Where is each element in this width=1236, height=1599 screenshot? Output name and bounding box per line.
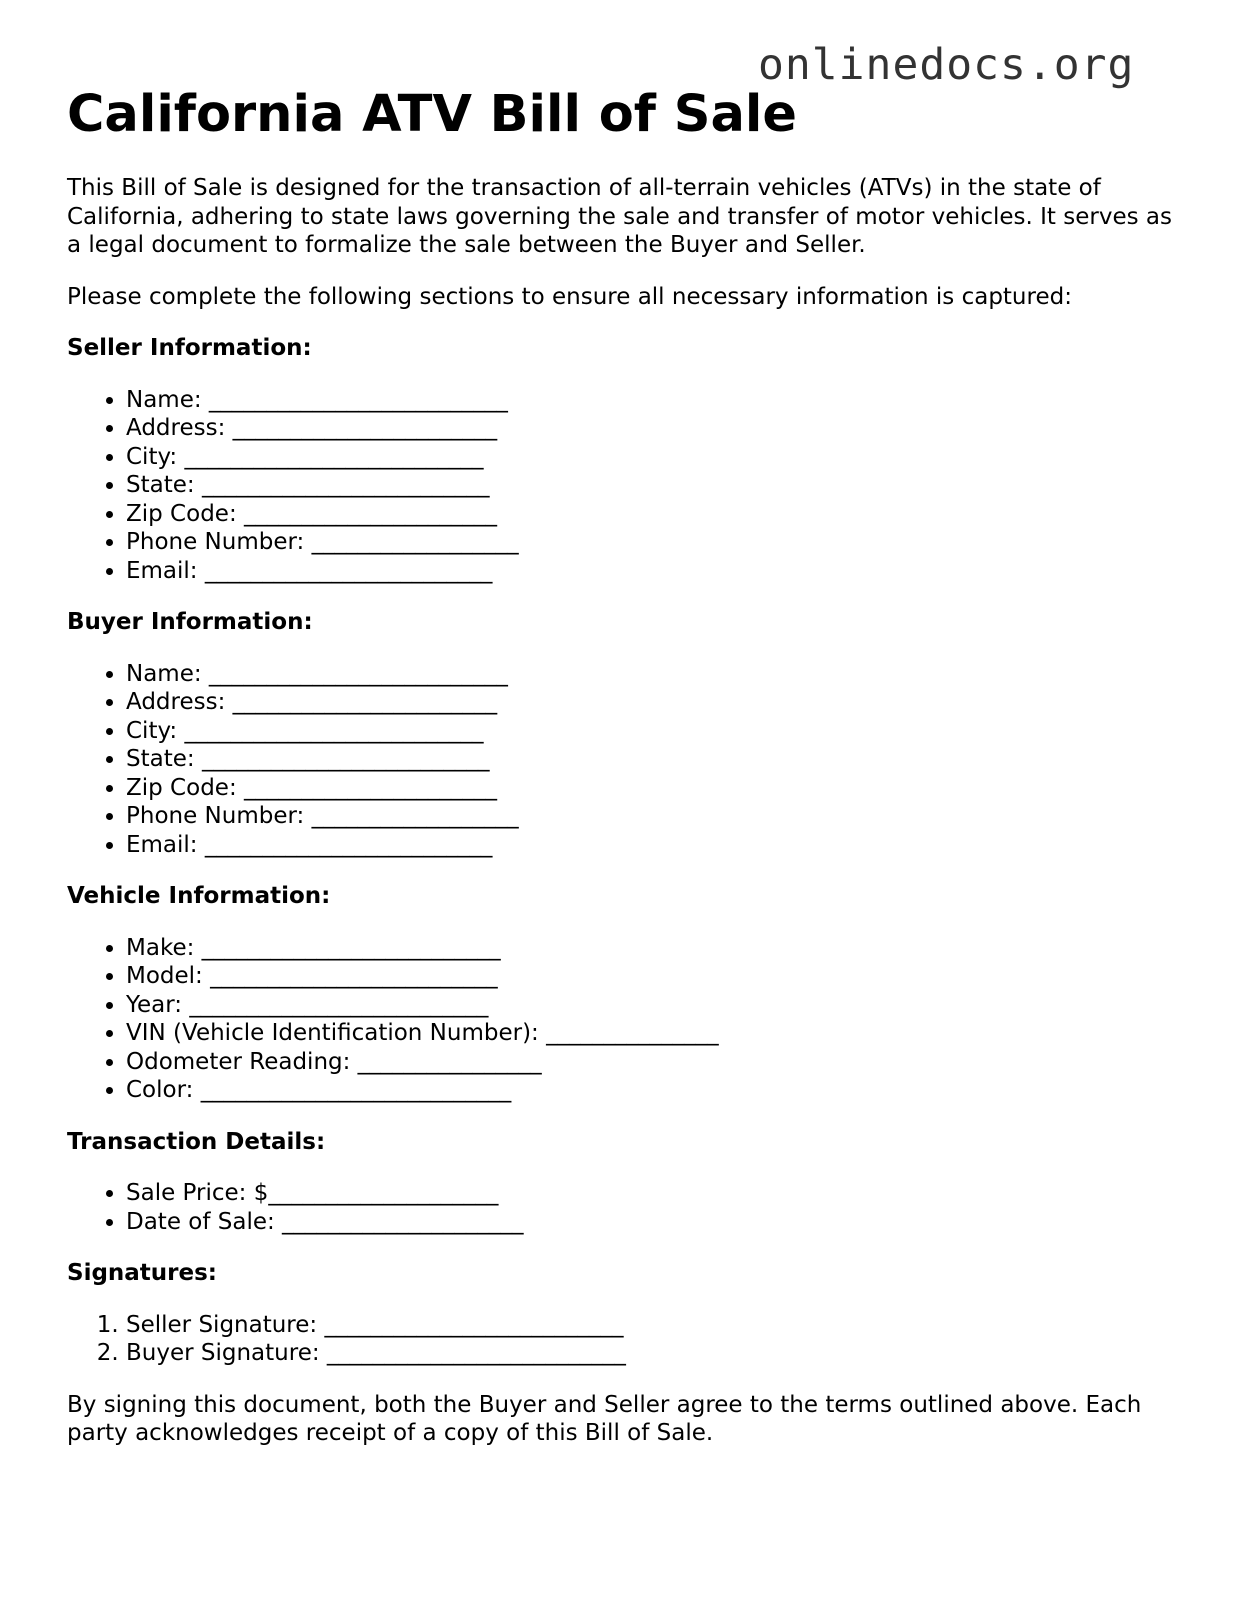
- buyer-state-field: • State: _________________________: [126, 745, 1177, 774]
- vehicle-fields-list: [67, 934, 1177, 1105]
- vehicle-year-field: • Year: __________________________: [126, 991, 1177, 1020]
- vehicle-make-field: • Make: __________________________: [126, 934, 1177, 963]
- transaction-fields-list: [67, 1179, 1177, 1236]
- seller-heading: Seller Information:: [67, 335, 312, 361]
- signatures-heading: Signatures:: [67, 1260, 218, 1286]
- buyer-name-field: • Name: __________________________: [126, 660, 1177, 689]
- vehicle-vin-field: • VIN (Vehicle Identification Number): _______________: [126, 1019, 1177, 1048]
- buyer-address-field: • Address: _______________________: [126, 688, 1177, 717]
- seller-fields-list: [67, 386, 1177, 586]
- buyer-heading: Buyer Information:: [67, 609, 313, 635]
- instructions-paragraph: Please complete the following sections to ensure all necessary information is captured:: [67, 283, 1072, 310]
- buyer-signature-field: 2. Buyer Signature: __________________________: [126, 1339, 1177, 1368]
- seller-zip-field: • Zip Code: ______________________: [126, 500, 1177, 529]
- seller-email-field: • Email: _________________________: [126, 557, 1177, 586]
- seller-address-field: • Address: _______________________: [126, 414, 1177, 443]
- vehicle-model-field: • Model: _________________________: [126, 962, 1177, 991]
- vehicle-heading: Vehicle Information:: [67, 883, 331, 909]
- signatures-list: [67, 1311, 1177, 1368]
- vehicle-odometer-field: • Odometer Reading: ________________: [126, 1048, 1177, 1077]
- buyer-city-field: • City: __________________________: [126, 717, 1177, 746]
- sale-date-field: • Date of Sale: _____________________: [126, 1208, 1177, 1237]
- seller-signature-field: 1. Seller Signature: __________________________: [126, 1311, 1177, 1340]
- transaction-heading: Transaction Details:: [67, 1128, 326, 1155]
- document-title: California ATV Bill of Sale: [67, 85, 797, 144]
- vehicle-color-field: • Color: ___________________________: [126, 1076, 1177, 1105]
- seller-name-field: • Name: __________________________: [126, 386, 1177, 415]
- intro-paragraph: This Bill of Sale is designed for the transaction of all-terrain vehicles (ATVs) in the state of California, adhering to state laws governing the sale and transfer of motor vehicles. It serves as a legal document to formalize the sale between the Buyer and Seller.: [67, 175, 1172, 258]
- buyer-fields-list: [67, 660, 1177, 860]
- seller-city-field: • City: __________________________: [126, 443, 1177, 472]
- sale-price-field: • Sale Price: $____________________: [126, 1179, 1177, 1208]
- buyer-email-field: • Email: _________________________: [126, 831, 1177, 860]
- buyer-phone-field: • Phone Number: __________________: [126, 802, 1177, 831]
- closing-paragraph: By signing this document, both the Buyer and Seller agree to the terms outlined above. Each party acknowledges receipt of a copy of this Bill of Sale.: [67, 1391, 1142, 1446]
- watermark: onlinedocs.org: [758, 40, 1135, 90]
- buyer-zip-field: • Zip Code: ______________________: [126, 774, 1177, 803]
- document-body: [67, 174, 1177, 1471]
- seller-phone-field: • Phone Number: __________________: [126, 528, 1177, 557]
- seller-state-field: • State: _________________________: [126, 471, 1177, 500]
